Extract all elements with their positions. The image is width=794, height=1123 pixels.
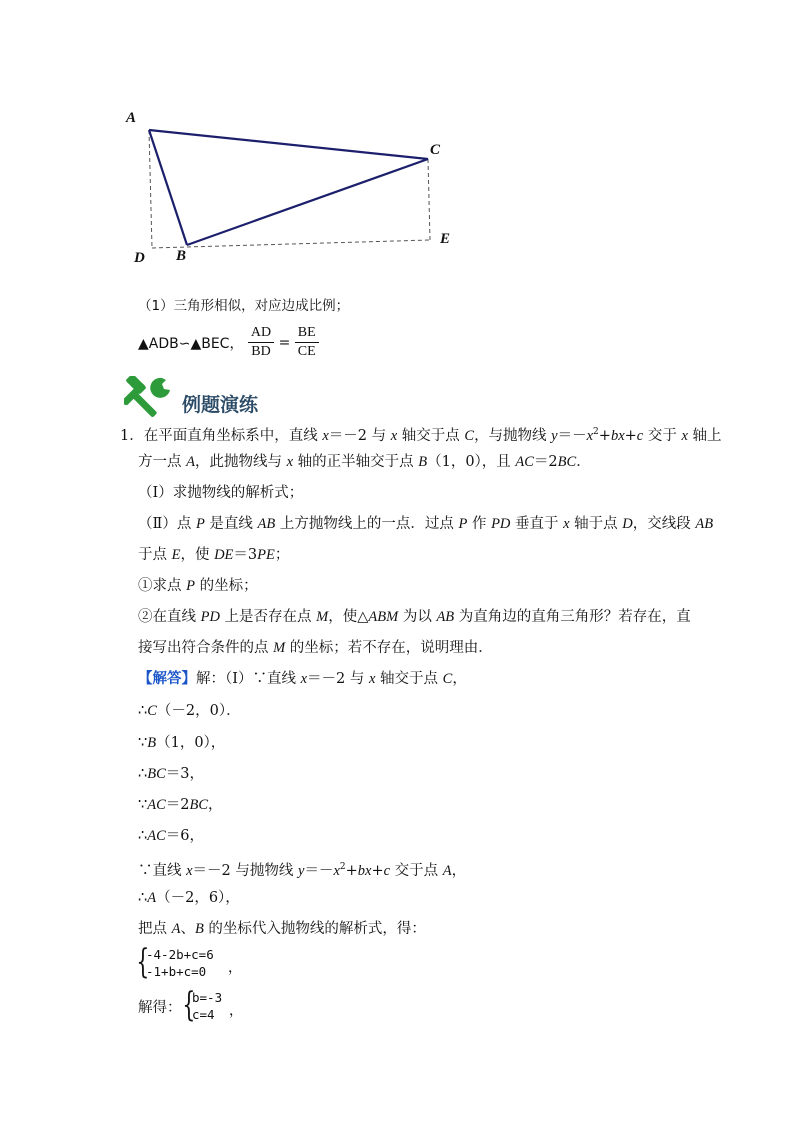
text: ②在直线	[138, 609, 201, 625]
similarity-statement	[138, 324, 319, 361]
question-2-line-2	[138, 638, 493, 658]
text: ∴	[138, 703, 148, 719]
var-c: c	[636, 428, 644, 444]
text: +	[371, 863, 384, 879]
fraction-be-ce	[295, 324, 319, 361]
text: 方一点	[138, 454, 187, 470]
text: （－2，0）．	[156, 703, 241, 719]
equation: -1+b+c=0	[146, 964, 207, 979]
var-x: x	[681, 428, 688, 444]
var-a: A	[147, 890, 157, 906]
text: 轴的正半轴交于点	[293, 454, 419, 470]
text: （－2，6），	[156, 890, 240, 906]
left-brace-2: {	[182, 985, 196, 1025]
label-c: C	[430, 142, 441, 158]
var-a: A	[442, 863, 452, 879]
text: +	[624, 428, 637, 444]
text: 、	[180, 921, 195, 937]
text: ＝－	[304, 863, 334, 879]
text: ＝2	[533, 454, 558, 470]
label-a: A	[126, 110, 137, 126]
var-x: x	[322, 428, 329, 444]
var-ab: AB	[436, 609, 455, 625]
label-e: E	[440, 231, 451, 247]
problem-part-2-line-1	[138, 514, 713, 534]
text: ＝－2 与抛物线	[192, 863, 298, 879]
var-c: c	[383, 863, 391, 879]
left-brace-1: {	[136, 942, 150, 982]
solution-line-3	[138, 733, 225, 753]
text: 轴于点	[569, 516, 623, 532]
solution-line-2	[138, 701, 241, 721]
text: （1，0），且	[427, 454, 516, 470]
text: 是直线	[204, 516, 258, 532]
var-ac: AC	[515, 454, 534, 470]
text: 作	[467, 516, 492, 532]
text: +	[345, 863, 358, 879]
text: 于点	[138, 547, 172, 563]
text: ∴	[138, 890, 148, 906]
var-bx: bx	[610, 428, 625, 444]
similarity-text: ▲ADB∽▲BEC，	[138, 335, 244, 352]
var-y: y	[298, 863, 305, 879]
problem-part-1: （Ⅰ）求抛物线的解析式；	[138, 485, 304, 501]
equation: c=4	[192, 1007, 215, 1022]
text: 上方抛物线上的一点．过点	[275, 516, 459, 532]
comma: ，	[228, 960, 242, 976]
equation: -4-2b+c=6	[146, 947, 214, 962]
text: 轴交于点	[397, 428, 465, 444]
var-c: C	[442, 671, 453, 687]
text: ∴	[138, 828, 148, 844]
note-line-1: （1）三角形相似，对应边成比例；	[138, 298, 350, 314]
text: ＝－	[557, 428, 587, 444]
equation: b=-3	[192, 990, 223, 1005]
var-b: B	[194, 921, 204, 937]
var-x: x	[286, 454, 294, 470]
exponent: 2	[593, 427, 599, 437]
dashed-line-de	[152, 240, 430, 248]
problem-line-1	[120, 422, 721, 446]
tools-icon	[124, 376, 172, 420]
section-title: 例题演练	[182, 394, 259, 416]
text: ，与抛物线	[474, 428, 552, 444]
fraction-denominator: CE	[297, 344, 316, 359]
var-a: A	[186, 454, 195, 470]
var-x: x	[390, 428, 398, 444]
solution-line-7	[138, 857, 466, 881]
var-p: P	[458, 516, 468, 532]
var-p: P	[186, 578, 195, 594]
text: ①求点	[138, 578, 187, 594]
text: 的坐标；若不存在，说明理由．	[285, 640, 493, 656]
text: ，	[208, 797, 223, 813]
var-bx: bx	[357, 863, 372, 879]
text: ，	[451, 863, 467, 879]
var-c: C	[147, 703, 157, 719]
text: （Ⅱ）点	[138, 516, 196, 532]
var-de: DE	[214, 547, 234, 563]
var-bc: BC	[189, 797, 209, 813]
var-ac: AC	[147, 797, 166, 813]
solution-tag: 【解答】	[138, 670, 196, 687]
var-y: y	[551, 428, 558, 444]
var-x: x	[186, 863, 193, 879]
fraction-denominator: BD	[251, 344, 271, 359]
text: ∵	[138, 797, 148, 813]
question-1	[138, 576, 258, 596]
question-2-line-1	[138, 607, 691, 627]
var-a: A	[171, 921, 181, 937]
text: ＝－2 与	[307, 671, 369, 687]
text: ，此抛物线与	[194, 454, 287, 470]
text: 解：（Ⅰ）∵直线	[196, 671, 301, 687]
solve-label: 解得：	[138, 1000, 182, 1016]
problem-number: 1．	[120, 428, 144, 444]
text: 为直角边的直角三角形？若存在，直	[454, 609, 691, 625]
side-ab	[149, 130, 187, 245]
text: ＝－2 与	[328, 428, 391, 444]
var-pd: PD	[491, 516, 511, 532]
dashed-line-ce	[428, 159, 430, 240]
side-ac	[149, 130, 428, 159]
text: ∵直线	[138, 863, 187, 879]
var-ac: AC	[147, 828, 166, 844]
text: 的坐标代入抛物线的解析式，得：	[203, 921, 426, 937]
text: 垂直于	[510, 516, 564, 532]
text: ；	[274, 547, 290, 563]
triangle-figure	[120, 105, 470, 275]
var-e: E	[171, 547, 181, 563]
text: 的坐标；	[194, 578, 258, 594]
solution-line-6	[138, 826, 204, 846]
text: 为以	[398, 609, 437, 625]
text: ，使	[180, 547, 215, 563]
side-bc	[187, 159, 428, 245]
text: ＝3，	[165, 766, 204, 782]
var-b: B	[147, 735, 157, 751]
solution-line-4	[138, 764, 204, 784]
var-x: x	[300, 671, 308, 687]
var-ab: AB	[257, 516, 276, 532]
text: ，交线段	[632, 516, 696, 532]
text: 轴交于点	[375, 671, 443, 687]
var-bc: BC	[147, 766, 166, 782]
fraction-ad-bd	[248, 324, 274, 361]
problem-part-2-line-2	[138, 545, 289, 565]
text: ＝3	[233, 547, 258, 563]
var-pe: PE	[257, 547, 275, 563]
var-b: B	[418, 454, 428, 470]
var-pd: PD	[200, 609, 220, 625]
text: 轴上	[687, 428, 722, 444]
text: 交于	[643, 428, 682, 444]
solution-line-1	[138, 669, 467, 689]
solution-line-5	[138, 795, 223, 815]
var-p: P	[195, 516, 205, 532]
equals-sign: =	[278, 334, 291, 351]
label-d: D	[134, 250, 145, 266]
var-m: M	[316, 609, 329, 625]
text: （1，0），	[156, 735, 226, 751]
text: +	[598, 428, 611, 444]
label-b: B	[176, 248, 187, 264]
text: 交于点	[390, 863, 443, 879]
solution-line-9	[138, 919, 426, 939]
text: 在平面直角坐标系中，直线	[143, 428, 323, 444]
solution-line-8	[138, 888, 240, 908]
text: ，	[452, 671, 467, 687]
comma: ，	[229, 1003, 243, 1019]
text: ＝6，	[165, 828, 204, 844]
var-x: x	[563, 516, 570, 532]
var-ab: AB	[695, 516, 714, 532]
text: ∴	[138, 766, 148, 782]
fraction-numerator: BE	[295, 324, 319, 343]
equation-system-1	[146, 946, 214, 980]
text: 接写出符合条件的点	[138, 640, 274, 656]
text: ∵	[138, 735, 148, 751]
var-m: M	[273, 640, 286, 656]
fraction-numerator: AD	[248, 324, 274, 343]
exponent: 2	[339, 862, 346, 872]
problem-line-2	[138, 452, 591, 472]
var-x: x	[586, 428, 594, 444]
text: ．	[576, 454, 591, 470]
var-c: C	[464, 428, 475, 444]
var-d: D	[622, 516, 633, 532]
text: 上是否存在点	[219, 609, 317, 625]
var-abm: ABM	[368, 609, 399, 625]
equation-system-2	[192, 989, 222, 1023]
text: 把点	[138, 921, 172, 937]
var-x: x	[368, 671, 376, 687]
var-bc: BC	[557, 454, 577, 470]
text: ，使△	[328, 609, 369, 625]
var-x: x	[333, 863, 340, 879]
dashed-line-ad	[149, 130, 152, 248]
text: ＝2	[165, 797, 190, 813]
